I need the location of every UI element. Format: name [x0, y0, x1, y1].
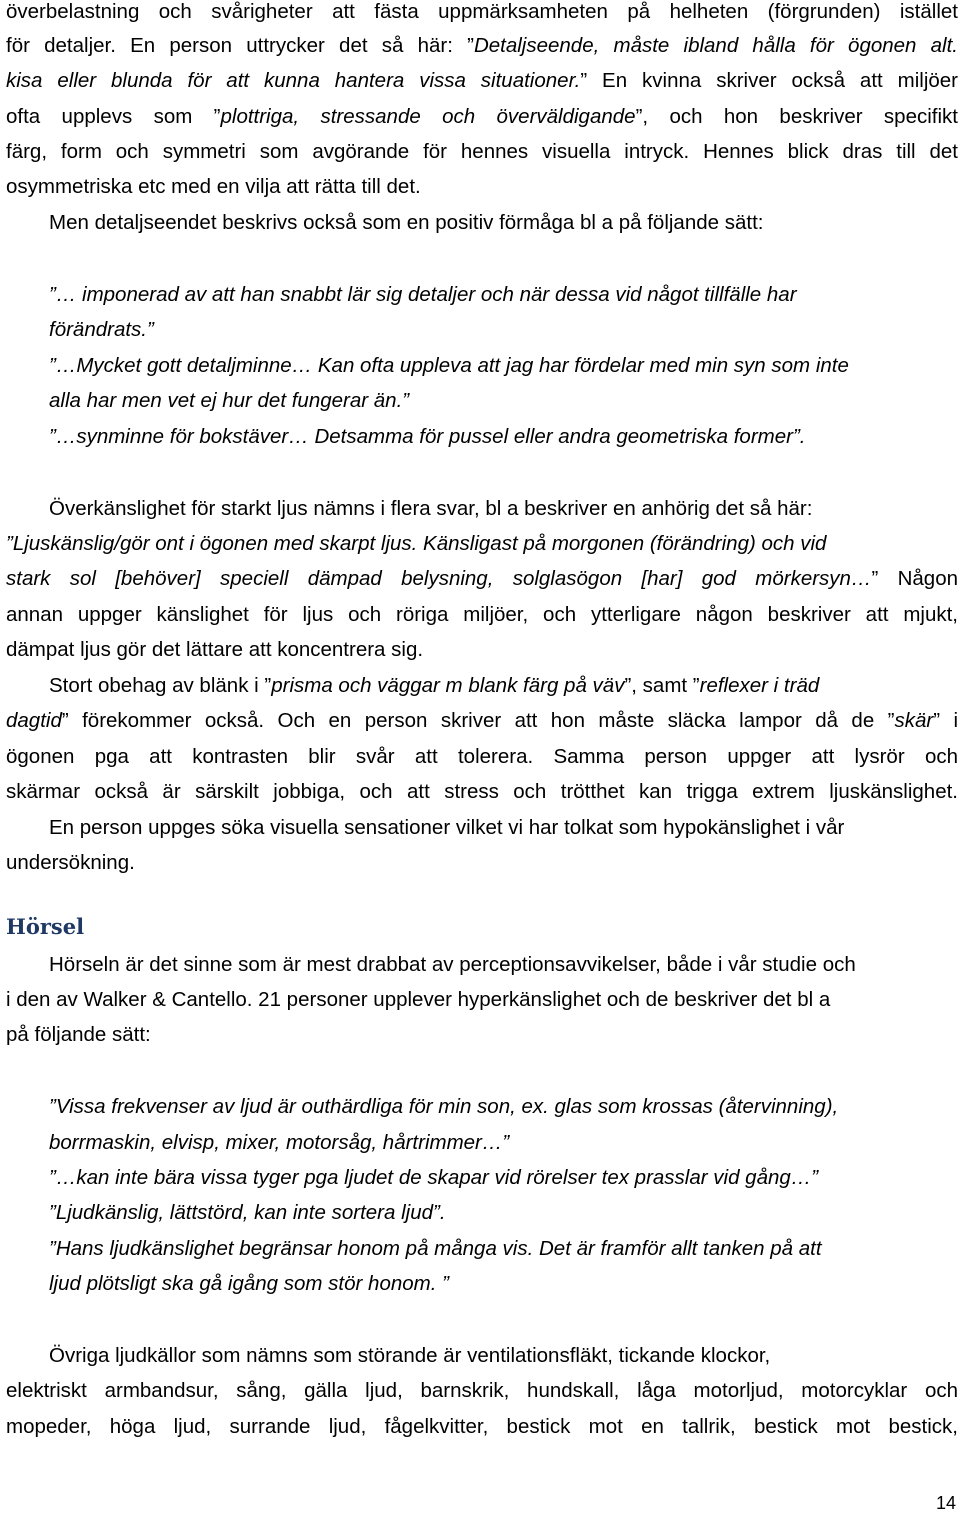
- text-line: [49, 494, 812, 524]
- text-span: undersökning.: [6, 851, 135, 874]
- quote-span: plottriga, stressande och överväldigande: [220, 105, 636, 128]
- text-line: [6, 777, 958, 807]
- text-span: skärmar också är särskilt jobbiga, och att stress och trötthet kan trigga extrem ljuskänslighet.: [6, 780, 958, 803]
- page-number: 14: [935, 1493, 956, 1513]
- text-span: mopeder, höga ljud, surrande ljud, fågelkvitter, bestick mot en tallrik, bestick mot bestick,: [6, 1415, 958, 1438]
- quote-line: [49, 315, 154, 345]
- text-line: [6, 102, 958, 132]
- text-span: överbelastning och svårigheter att fästa uppmärksamheten på helheten (förgrunden) istället: [6, 0, 958, 23]
- quote-span: ”Hans ljudkänslighet begränsar honom på många vis. Det är framför allt tanken på att: [49, 1237, 822, 1260]
- quote-span: kisa eller blunda för att kunna hantera vissa situationer.: [6, 69, 581, 92]
- text-span: ”, och hon beskriver specifikt: [635, 105, 958, 128]
- quote-span: förändrats.”: [49, 318, 154, 341]
- quote-line: [49, 386, 409, 416]
- quote-span: ”…synminne för bokstäver… Detsamma för pussel eller andra geometriska former”.: [49, 425, 806, 448]
- text-span: annan uppger känslighet för ljus och röriga miljöer, och ytterligare någon beskriver att mjukt,: [6, 603, 958, 626]
- text-span: Övriga ljudkällor som nämns som störande är ventilationsfläkt, tickande klockor,: [49, 1344, 771, 1367]
- text-line: [49, 208, 763, 238]
- quote-line: [49, 280, 797, 310]
- quote-line: [49, 351, 849, 381]
- text-span: osymmetriska etc med en vilja att rätta till det.: [6, 175, 421, 198]
- text-span: ”, samt ”: [624, 674, 700, 697]
- quote-line: [49, 422, 806, 452]
- quote-span: skär: [894, 709, 934, 732]
- text-line: [6, 66, 958, 96]
- text-line: [6, 1376, 958, 1406]
- text-span: Hörseln är det sinne som är mest drabbat av perceptionsavvikelser, både i vår studie och: [49, 953, 856, 976]
- quote-span: prisma och väggar m blank färg på väv: [271, 674, 625, 697]
- text-line: [6, 635, 423, 665]
- quote-span: dagtid: [6, 709, 62, 732]
- quote-span: Detaljseende, måste ibland hålla för ögonen alt.: [473, 34, 958, 57]
- quote-span: ”Ljuskänslig/gör ont i ögonen med skarpt ljus. Känsligast på morgonen (förändring) och vid: [6, 532, 827, 555]
- text-line: [49, 1341, 770, 1371]
- text-line: [6, 1412, 958, 1442]
- quote-span: ljud plötsligt ska gå igång som stör honom. ”: [49, 1272, 449, 1295]
- text-span: ofta upplevs som ”: [6, 105, 221, 128]
- text-span: för detaljer. En person uttrycker det så här: ”: [6, 34, 474, 57]
- quote-span: ”…kan inte bära vissa tyger pga ljudet de skapar vid rörelser tex prasslar vid gång…”: [49, 1166, 819, 1189]
- text-line: [6, 1020, 151, 1050]
- quote-span: reflexer i träd: [699, 674, 820, 697]
- text-span: Överkänslighet för starkt ljus nämns i flera svar, bl a beskriver en anhörig det så här:: [49, 497, 813, 520]
- quote-span: stark sol [behöver] speciell dämpad belysning, solglasögon [har] god mörkersyn…: [6, 567, 872, 590]
- text-line: [6, 137, 958, 167]
- text-span: ” i: [933, 709, 958, 732]
- text-line: [6, 742, 958, 772]
- text-span: på följande sätt:: [6, 1023, 151, 1046]
- text-line: [6, 706, 958, 736]
- text-line: [49, 813, 844, 843]
- quote-span: borrmaskin, elvisp, mixer, motorsåg, hårtrimmer…”: [49, 1131, 510, 1154]
- text-line: [6, 172, 421, 202]
- quote-line: [6, 529, 826, 559]
- quote-span: ”Ljudkänslig, lättstörd, kan inte sortera ljud”.: [49, 1201, 446, 1224]
- text-line: [6, 600, 958, 630]
- quote-line: [49, 1128, 509, 1158]
- text-span: ögonen pga att kontrasten blir svår att tolerera. Samma person uppger att lysrör och: [6, 745, 958, 768]
- quote-line: [49, 1269, 449, 1299]
- text-span: dämpat ljus gör det lättare att koncentrera sig.: [6, 638, 424, 661]
- text-span: Stort obehag av blänk i ”: [49, 674, 272, 697]
- quote-span: ”Vissa frekvenser av ljud är outhärdliga för min son, ex. glas som krossas (återvinning),: [49, 1095, 839, 1118]
- text-line: [6, 31, 958, 61]
- text-line: [6, 564, 958, 594]
- quote-line: [49, 1198, 446, 1228]
- text-span: färg, form och symmetri som avgörande för hennes visuella intryck. Hennes blick dras till det: [6, 140, 958, 163]
- text-line: [6, 0, 958, 27]
- text-line: [49, 671, 819, 701]
- text-span: ” förekommer också. Och en person skriver att hon måste släcka lampor då de ”: [61, 709, 895, 732]
- section-heading: Hörsel: [6, 914, 85, 939]
- text-span: ” Någon: [871, 567, 958, 590]
- quote-span: ”… imponerad av att han snabbt lär sig detaljer och när dessa vid något tillfälle har: [49, 283, 797, 306]
- text-span: En person uppges söka visuella sensationer vilket vi har tolkat som hypokänslighet i vår: [49, 816, 845, 839]
- quote-line: [49, 1092, 838, 1122]
- quote-span: alla har men vet ej hur det fungerar än.”: [49, 389, 410, 412]
- text-span: elektriskt armbandsur, sång, gälla ljud, barnskrik, hundskall, låga motorljud, motorcyklar och: [6, 1379, 958, 1402]
- text-line: [6, 848, 135, 878]
- text-span: ” En kvinna skriver också att miljöer: [580, 69, 958, 92]
- text-line: [6, 985, 830, 1015]
- quote-line: [49, 1163, 818, 1193]
- text-span: Men detaljseendet beskrivs också som en positiv förmåga bl a på följande sätt:: [49, 211, 764, 234]
- quote-span: ”…Mycket gott detaljminne… Kan ofta uppleva att jag har fördelar med min syn som inte: [49, 354, 849, 377]
- text-line: [49, 950, 856, 980]
- text-span: i den av Walker & Cantello. 21 personer upplever hyperkänslighet och de beskriver det bl a: [6, 988, 831, 1011]
- quote-line: [49, 1234, 822, 1264]
